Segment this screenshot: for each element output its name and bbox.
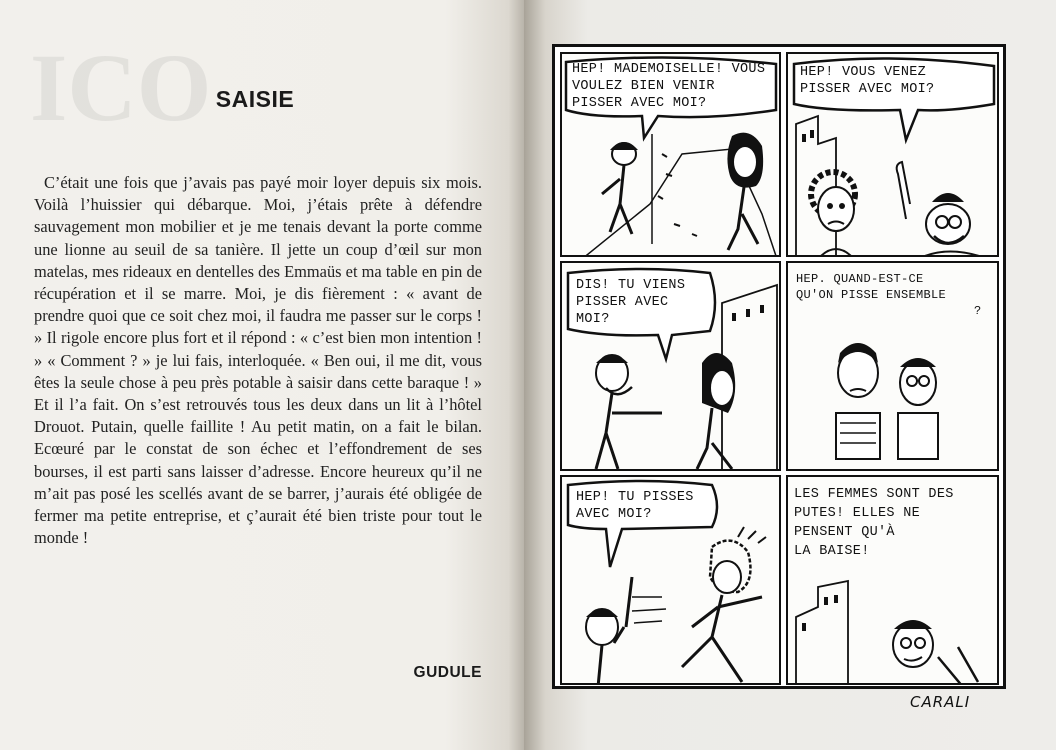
speech-bubble-1 bbox=[572, 61, 777, 112]
svg-text:ICO: ICO bbox=[30, 40, 212, 130]
comic-panel-3 bbox=[560, 261, 781, 471]
bubble-line: PUTES! ELLES NE bbox=[794, 506, 921, 521]
speech-bubble-5 bbox=[576, 489, 716, 523]
bubble-line: ? bbox=[974, 304, 982, 318]
bubble-line: HEP! MADEMOISELLE! VOUS bbox=[572, 62, 766, 77]
bubble-line: PISSER AVEC bbox=[576, 295, 669, 310]
bubble-line: PENSENT QU'À bbox=[794, 525, 895, 540]
comic-panel-2 bbox=[786, 52, 999, 257]
show-through-lettering bbox=[30, 40, 330, 130]
bubble-line: PISSER AVEC MOI? bbox=[572, 96, 707, 111]
artist-signature: CARALI bbox=[910, 693, 971, 711]
bubble-line: VOULEZ BIEN VENIR bbox=[572, 79, 715, 94]
bubble-line: HEP! VOUS VENEZ bbox=[800, 65, 927, 80]
left-page bbox=[0, 0, 524, 750]
bubble-line: LES FEMMES SONT DES bbox=[794, 487, 954, 502]
story-author: GUDULE bbox=[413, 664, 482, 681]
comic-panel-1 bbox=[560, 52, 781, 257]
speech-bubble-2 bbox=[800, 64, 995, 98]
bubble-line: PISSER AVEC MOI? bbox=[800, 82, 935, 97]
story-title: SAISIE bbox=[215, 86, 295, 112]
bubble-line: DIS! TU VIENS bbox=[576, 278, 686, 293]
bubble-line: HEP. QUAND-EST-CE bbox=[796, 272, 924, 286]
bubble-line: AVEC MOI? bbox=[576, 507, 652, 522]
comic-panel-6 bbox=[786, 475, 999, 685]
bubble-line: MOI? bbox=[576, 312, 610, 327]
bubble-line: HEP! TU PISSES bbox=[576, 490, 694, 505]
bubble-line: QU'ON PISSE ENSEMBLE bbox=[796, 288, 947, 302]
comic-strip bbox=[552, 44, 1006, 689]
bubble-line: LA BAISE! bbox=[794, 544, 870, 559]
speech-bubble-6 bbox=[794, 485, 999, 561]
speech-bubble-4 bbox=[796, 271, 996, 319]
comic-panel-5 bbox=[560, 475, 781, 685]
speech-bubble-3 bbox=[576, 277, 716, 328]
comic-panel-4 bbox=[786, 261, 999, 471]
story-text: C’était une fois que j’avais pas payé moir loyer depuis six mois. Voilà l’huissier qui débarque. Moi, j’étais prête à défendre sauvagement mon mobilier et je me tenais devant la porte comme une lionne au seuil de sa tanière. Il jette un coup d’œil sur mon matelas, mes rideaux en dentelles des Emmaüs et ma table en pin de récupération et il se marre. Moi, je dis fièrement : « avant de prendre quoi que ce soit chez moi, il faudra me passer sur le corps ! » Il rigole encore plus fort et il répond : « c’est bien mon intention ! » « Comment ? » je lui fais, interloquée. « Ben oui, il me dit, vous êtes la seule chose à peu près potable à saisir dans cette baraque ! » Et il l’a fait. On s’est retrouvés tous les deux dans un lit à l’hôtel Drouot. Putain, quelle faillite ! Au petit matin, on a fait le bilan. Ecœuré par le constat de son échec et l’effondrement de ses bourses, il est parti sans laisser d’adresse. Encore heureux qu’il ne m’ait pas posé les scellés avant de se barrer, j’aurais été obligée de fermer ma petite entreprise, et ç’aurait été bien triste pour tout le monde ! bbox=[34, 173, 482, 548]
